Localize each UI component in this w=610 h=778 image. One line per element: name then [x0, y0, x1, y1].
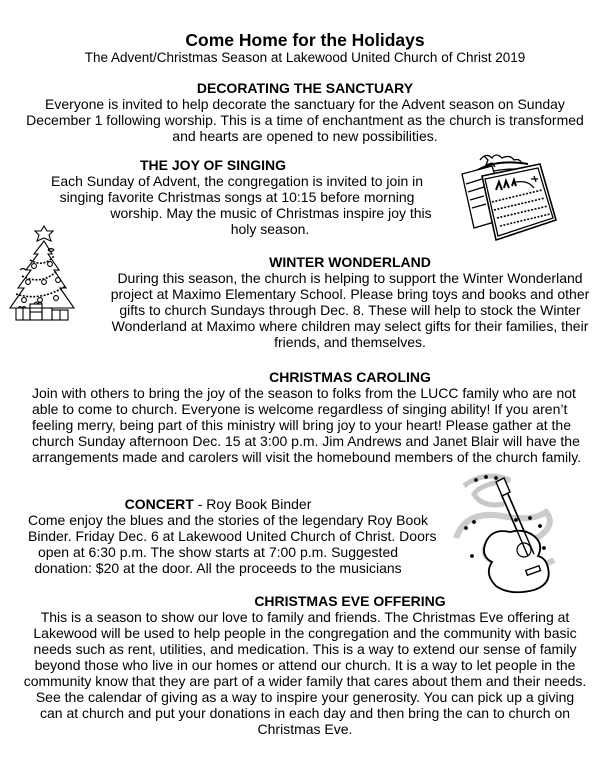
sheet-music-icon: [452, 148, 562, 248]
body-line: Christmas Eve.: [257, 721, 353, 737]
body-line: friends, and themselves.: [274, 334, 426, 350]
body-line: Wonderland at Maximo where children may select gifts for their families, their: [111, 318, 589, 334]
body-line: Lakewood will be used to help people in the congregation and the community with basic: [33, 625, 577, 641]
body-line: open at 6:30 p.m. The show starts at 7:00 p.m. Suggested: [37, 544, 399, 560]
body-line: can at church and put your donations in each day and then bring the can to church on: [39, 705, 571, 721]
section-heading: [28, 496, 408, 512]
body-line: This is a season to show our love to family and friends. The Christmas Eve offering at: [40, 609, 570, 625]
body-line: holy season.: [230, 221, 310, 237]
body-line: December 1 following worship. This is a time of enchantment as the church is transformed: [26, 112, 584, 128]
body-line: able to come to church. Everyone is welcome regardless of singing ability! If you aren’t: [32, 401, 568, 417]
body-line: arrangements made and carolers will visit the homebound members of the church family.: [32, 449, 582, 465]
page-title: Come Home for the Holidays: [185, 30, 425, 50]
body-line: Binder. Friday Dec. 6 at Lakewood United Church of Christ. Doors: [28, 528, 437, 544]
body-line: worship. May the music of Christmas inspire joy this: [110, 205, 432, 221]
body-line: Come enjoy the blues and the stories of the legendary Roy Book: [28, 512, 429, 528]
body-line: singing favorite Christmas songs at 10:15 before morning: [59, 189, 415, 205]
body-line: gifts to church Sundays through Dec. 8. These will help to stock the Winter: [119, 302, 581, 318]
christmas-tree-icon: [4, 224, 80, 332]
body-line: project at Maximo Elementary School. Please bring toys and books and other: [110, 286, 590, 302]
guitar-icon: [452, 468, 562, 596]
section-heading: WINTER WONDERLAND: [269, 254, 431, 270]
section-heading: CHRISTMAS CAROLING: [269, 369, 431, 385]
body-line: Join with others to bring the joy of the season to folks from the LUCC family who are not: [32, 385, 576, 401]
body-line: Each Sunday of Advent, the congregation is invited to join in: [50, 173, 424, 189]
section-heading: CHRISTMAS EVE OFFERING: [254, 593, 446, 609]
body-line: and hearts are opened to new possibilities.: [172, 128, 438, 144]
body-line: donation: $20 at the door. All the proceeds to the musicians: [34, 560, 402, 576]
body-line: church Sunday afternoon Dec. 15 at 3:00 p.m. Jim Andrews and Janet Blair will have the: [32, 433, 580, 449]
body-line: needs such as rent, utilities, and medication. This is a way to extend our sense of family: [33, 641, 577, 657]
body-line: See the calendar of giving as a way to inspire your generosity. You can pick up a giving: [35, 689, 575, 705]
body-line: During this season, the church is helping to support the Winter Wonderland: [117, 270, 583, 286]
body-line: beyond those who live in our homes or attend our church. It is a way to let people in the: [34, 657, 576, 673]
body-line: feeling merry, being part of this ministry will bring joy to your heart! Please gather at the: [32, 417, 571, 433]
body-line: Everyone is invited to help decorate the sanctuary for the Advent season on Sunday: [45, 96, 565, 112]
section-heading: THE JOY OF SINGING: [140, 157, 286, 173]
section-heading: DECORATING THE SANCTUARY: [196, 80, 414, 96]
concert-performer: - Roy Book Binder: [193, 496, 312, 512]
concert-heading: CONCERT: [124, 496, 194, 512]
page-subtitle: The Advent/Christmas Season at Lakewood United Church of Christ 2019: [84, 50, 526, 65]
body-line: community know that they are part of a wider family that cares about them and their needs.: [23, 673, 587, 689]
